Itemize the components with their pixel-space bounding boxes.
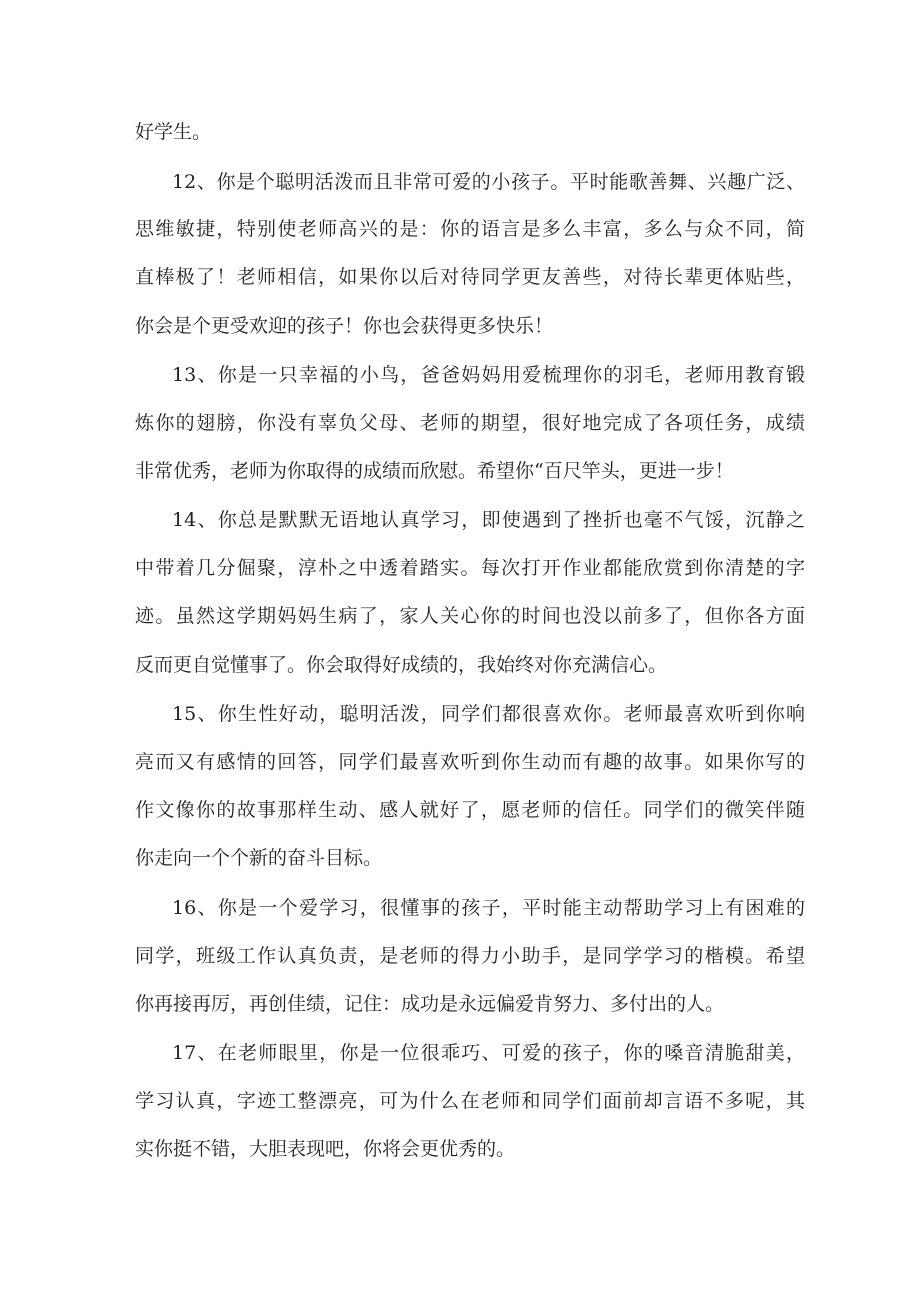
paragraph-16-line-2: 同学，班级工作认真负责，是老师的得力小助手，是同学学习的楷模。希望 [135,945,805,967]
paragraph-12-line-1: 12、你是个聪明活泼而且非常可爱的小孩子。平时能歌善舞、兴趣广泛、 [172,171,805,193]
paragraph-15-line-2: 亮而又有感情的回答，同学们最喜欢听到你生动而有趣的故事。如果你写的 [135,751,805,773]
paragraph-14-line-3: 迹。虽然这学期妈妈生病了，家人关心你的时间也没以前多了，但你各方面 [135,605,805,627]
paragraph-15-line-3: 作文像你的故事那样生动、感人就好了，愿老师的信任。同学们的微笑伴随 [135,799,805,821]
paragraph-17-line-1: 17、在老师眼里，你是一位很乖巧、可爱的孩子，你的嗓音清脆甜美， [172,1042,805,1064]
paragraph-17-line-3: 实你挺不错，大胆表现吧，你将会更优秀的。 [135,1138,516,1160]
paragraph-12-line-3: 直棒极了！老师相信，如果你以后对待同学更友善些，对待长辈更体贴些， [135,266,805,288]
paragraph-14-line-1: 14、你总是默默无语地认真学习，即使遇到了挫折也毫不气馁，沉静之 [172,509,805,531]
paragraph-14-line-4: 反而更自觉懂事了。你会取得好成绩的，我始终对你充满信心。 [135,654,668,676]
paragraph-15-line-4: 你走向一个个新的奋斗目标。 [135,847,383,869]
paragraph-13-line-1: 13、你是一只幸福的小鸟，爸爸妈妈用爱梳理你的羽毛，老师用教育锻 [172,364,805,386]
paragraph-15-line-1: 15、你生性好动，聪明活泼，同学们都很喜欢你。老师最喜欢听到你响 [172,703,805,725]
paragraph-14-line-2: 中带着几分倔聚，淳朴之中透着踏实。每次打开作业都能欣赏到你清楚的字 [135,557,805,579]
paragraph-16-line-1: 16、你是一个爱学习，很懂事的孩子，平时能主动帮助学习上有困难的 [172,897,805,919]
paragraph-12-line-2: 思维敏捷，特别使老师高兴的是：你的语言是多么丰富，多么与众不同，简 [135,218,805,240]
paragraph-13-line-3: 非常优秀，老师为你取得的成绩而欣慰。希望你“百尺竿头，更进一步！ [135,460,734,482]
paragraph-17-line-2: 学习认真，字迹工整漂亮，可为什么在老师和同学们面前却言语不多呢，其 [135,1090,805,1112]
paragraph-16-line-3: 你再接再厉，再创佳绩，记住：成功是永远偏爱肯努力、多付出的人。 [135,993,725,1015]
paragraph-11-line-1: 好学生。 [135,121,212,143]
paragraph-12-line-4: 你会是个更受欢迎的孩子！你也会获得更多快乐！ [135,315,554,337]
paragraph-13-line-2: 炼你的翅膀，你没有辜负父母、老师的期望，很好地完成了各项任务，成绩 [135,412,805,434]
